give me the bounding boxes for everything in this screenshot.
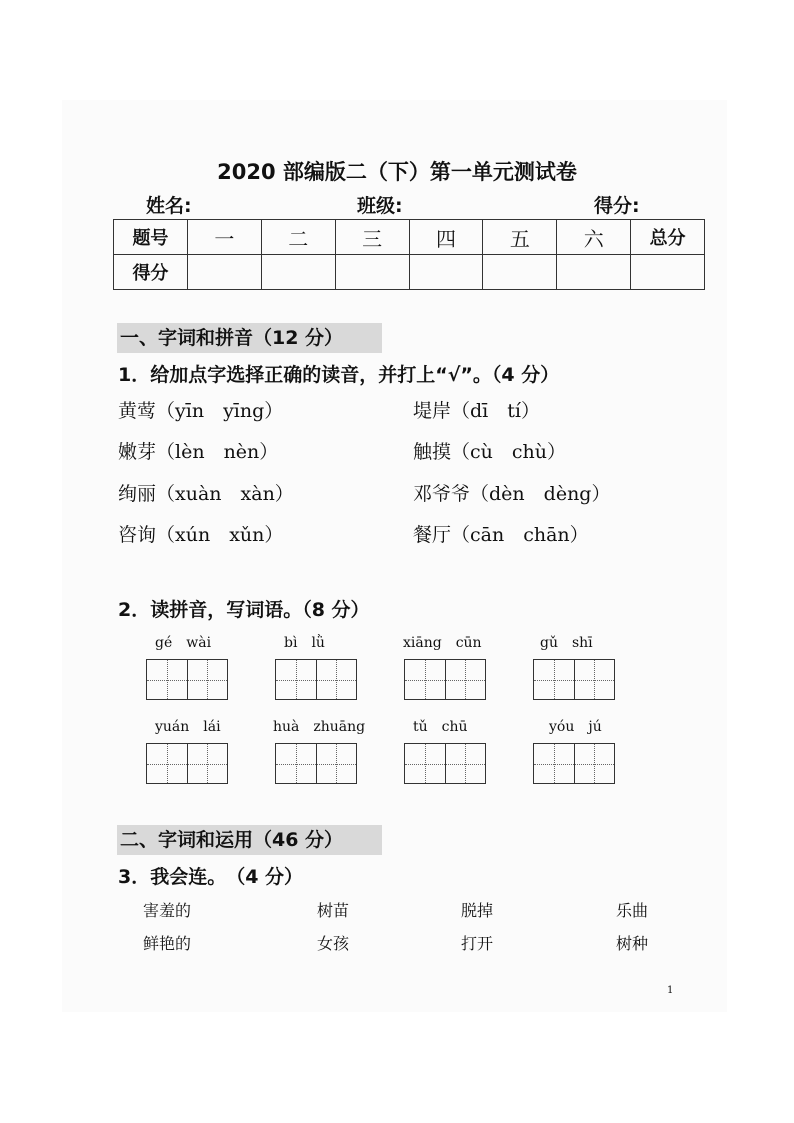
pinyin-label: gǔ shī [540,635,593,651]
writing-grid[interactable] [533,743,615,784]
q1-item [413,479,610,506]
question-2-prompt: 2．读拼音，写词语。（8 分） [118,599,370,621]
q1-word: 堤岸 [413,400,452,422]
q1-word: 咨询 [118,524,157,546]
score-table-row-label: 得分 [114,255,188,290]
score-table-header-row [114,220,705,255]
match-word[interactable]: 害羞的 [143,901,192,920]
pinyin-label: huà zhuāng [273,719,366,735]
q1-item [118,437,278,464]
class-label: 班级: [357,195,403,217]
name-label: 姓名: [146,195,192,217]
pinyin-label: yuán lái [155,719,221,735]
score-table-header-cell: 一 [187,220,261,255]
score-table-header-cell: 总分 [631,220,705,255]
q1-options: （xuàn xàn） [156,483,294,505]
match-word[interactable]: 脱掉 [461,901,494,920]
score-cell[interactable] [187,255,261,290]
pinyin-label: yóu jú [549,719,602,735]
match-word[interactable]: 乐曲 [616,901,649,920]
section-heading-2: 二、字词和运用（46 分） [117,825,382,855]
writing-grid[interactable] [275,743,357,784]
q1-item [118,520,283,547]
q1-options: （cān chān） [451,524,589,546]
question-3-prompt: 3．我会连。 （4 分） [118,866,304,888]
section-heading-1: 一、字词和拼音（12 分） [117,323,382,353]
q1-item [118,479,294,506]
match-word[interactable]: 打开 [461,934,494,953]
q1-options: （dī tí） [451,400,540,422]
pinyin-label: gé wài [155,635,212,651]
writing-grid[interactable] [404,659,486,700]
q1-word: 邓爷爷 [413,483,471,505]
q1-item [118,396,283,423]
score-table-header-cell: 题号 [114,220,188,255]
q1-item [413,437,566,464]
writing-grid[interactable] [533,659,615,700]
score-table [113,219,705,290]
q1-item [413,520,589,547]
writing-grid[interactable] [146,743,228,784]
pinyin-label: tǔ chū [413,719,468,735]
page-number: 1 [667,985,674,996]
writing-grid[interactable] [404,743,486,784]
score-cell[interactable] [557,255,631,290]
score-cell[interactable] [261,255,335,290]
page-title: 2020 部编版二（下）第一单元测试卷 [217,160,577,184]
match-word[interactable]: 鲜艳的 [143,934,192,953]
match-word[interactable]: 树种 [616,934,649,953]
score-table-header-cell: 二 [261,220,335,255]
q1-item [413,396,540,423]
writing-grid[interactable] [146,659,228,700]
pinyin-label: bì lǜ [284,635,325,651]
q1-options: （dèn dèng） [470,483,611,505]
q1-word: 触摸 [413,441,452,463]
writing-grid[interactable] [275,659,357,700]
score-cell[interactable] [483,255,557,290]
q1-options: （cù chù） [451,441,567,463]
q1-word: 嫩芽 [118,441,157,463]
score-cell[interactable] [631,255,705,290]
score-table-header-cell: 三 [335,220,409,255]
match-word[interactable]: 树苗 [317,901,350,920]
match-word[interactable]: 女孩 [317,934,350,953]
score-table-header-cell: 五 [483,220,557,255]
q1-word: 餐厅 [413,524,452,546]
q1-word: 绚丽 [118,483,157,505]
score-table-header-cell: 四 [409,220,483,255]
score-cell[interactable] [335,255,409,290]
q1-options: （lèn nèn） [156,441,279,463]
q1-options: （xún xǔn） [156,524,284,546]
score-label: 得分: [594,195,640,217]
q1-options: （yīn yīng） [156,400,284,422]
q1-word: 黄莺 [118,400,157,422]
pinyin-label: xiāng cūn [403,635,482,651]
score-table-header-cell: 六 [557,220,631,255]
score-table-score-row [114,255,705,290]
score-cell[interactable] [409,255,483,290]
question-1-prompt: 1．给加点字选择正确的读音，并打上“√”。（4 分） [118,364,560,386]
